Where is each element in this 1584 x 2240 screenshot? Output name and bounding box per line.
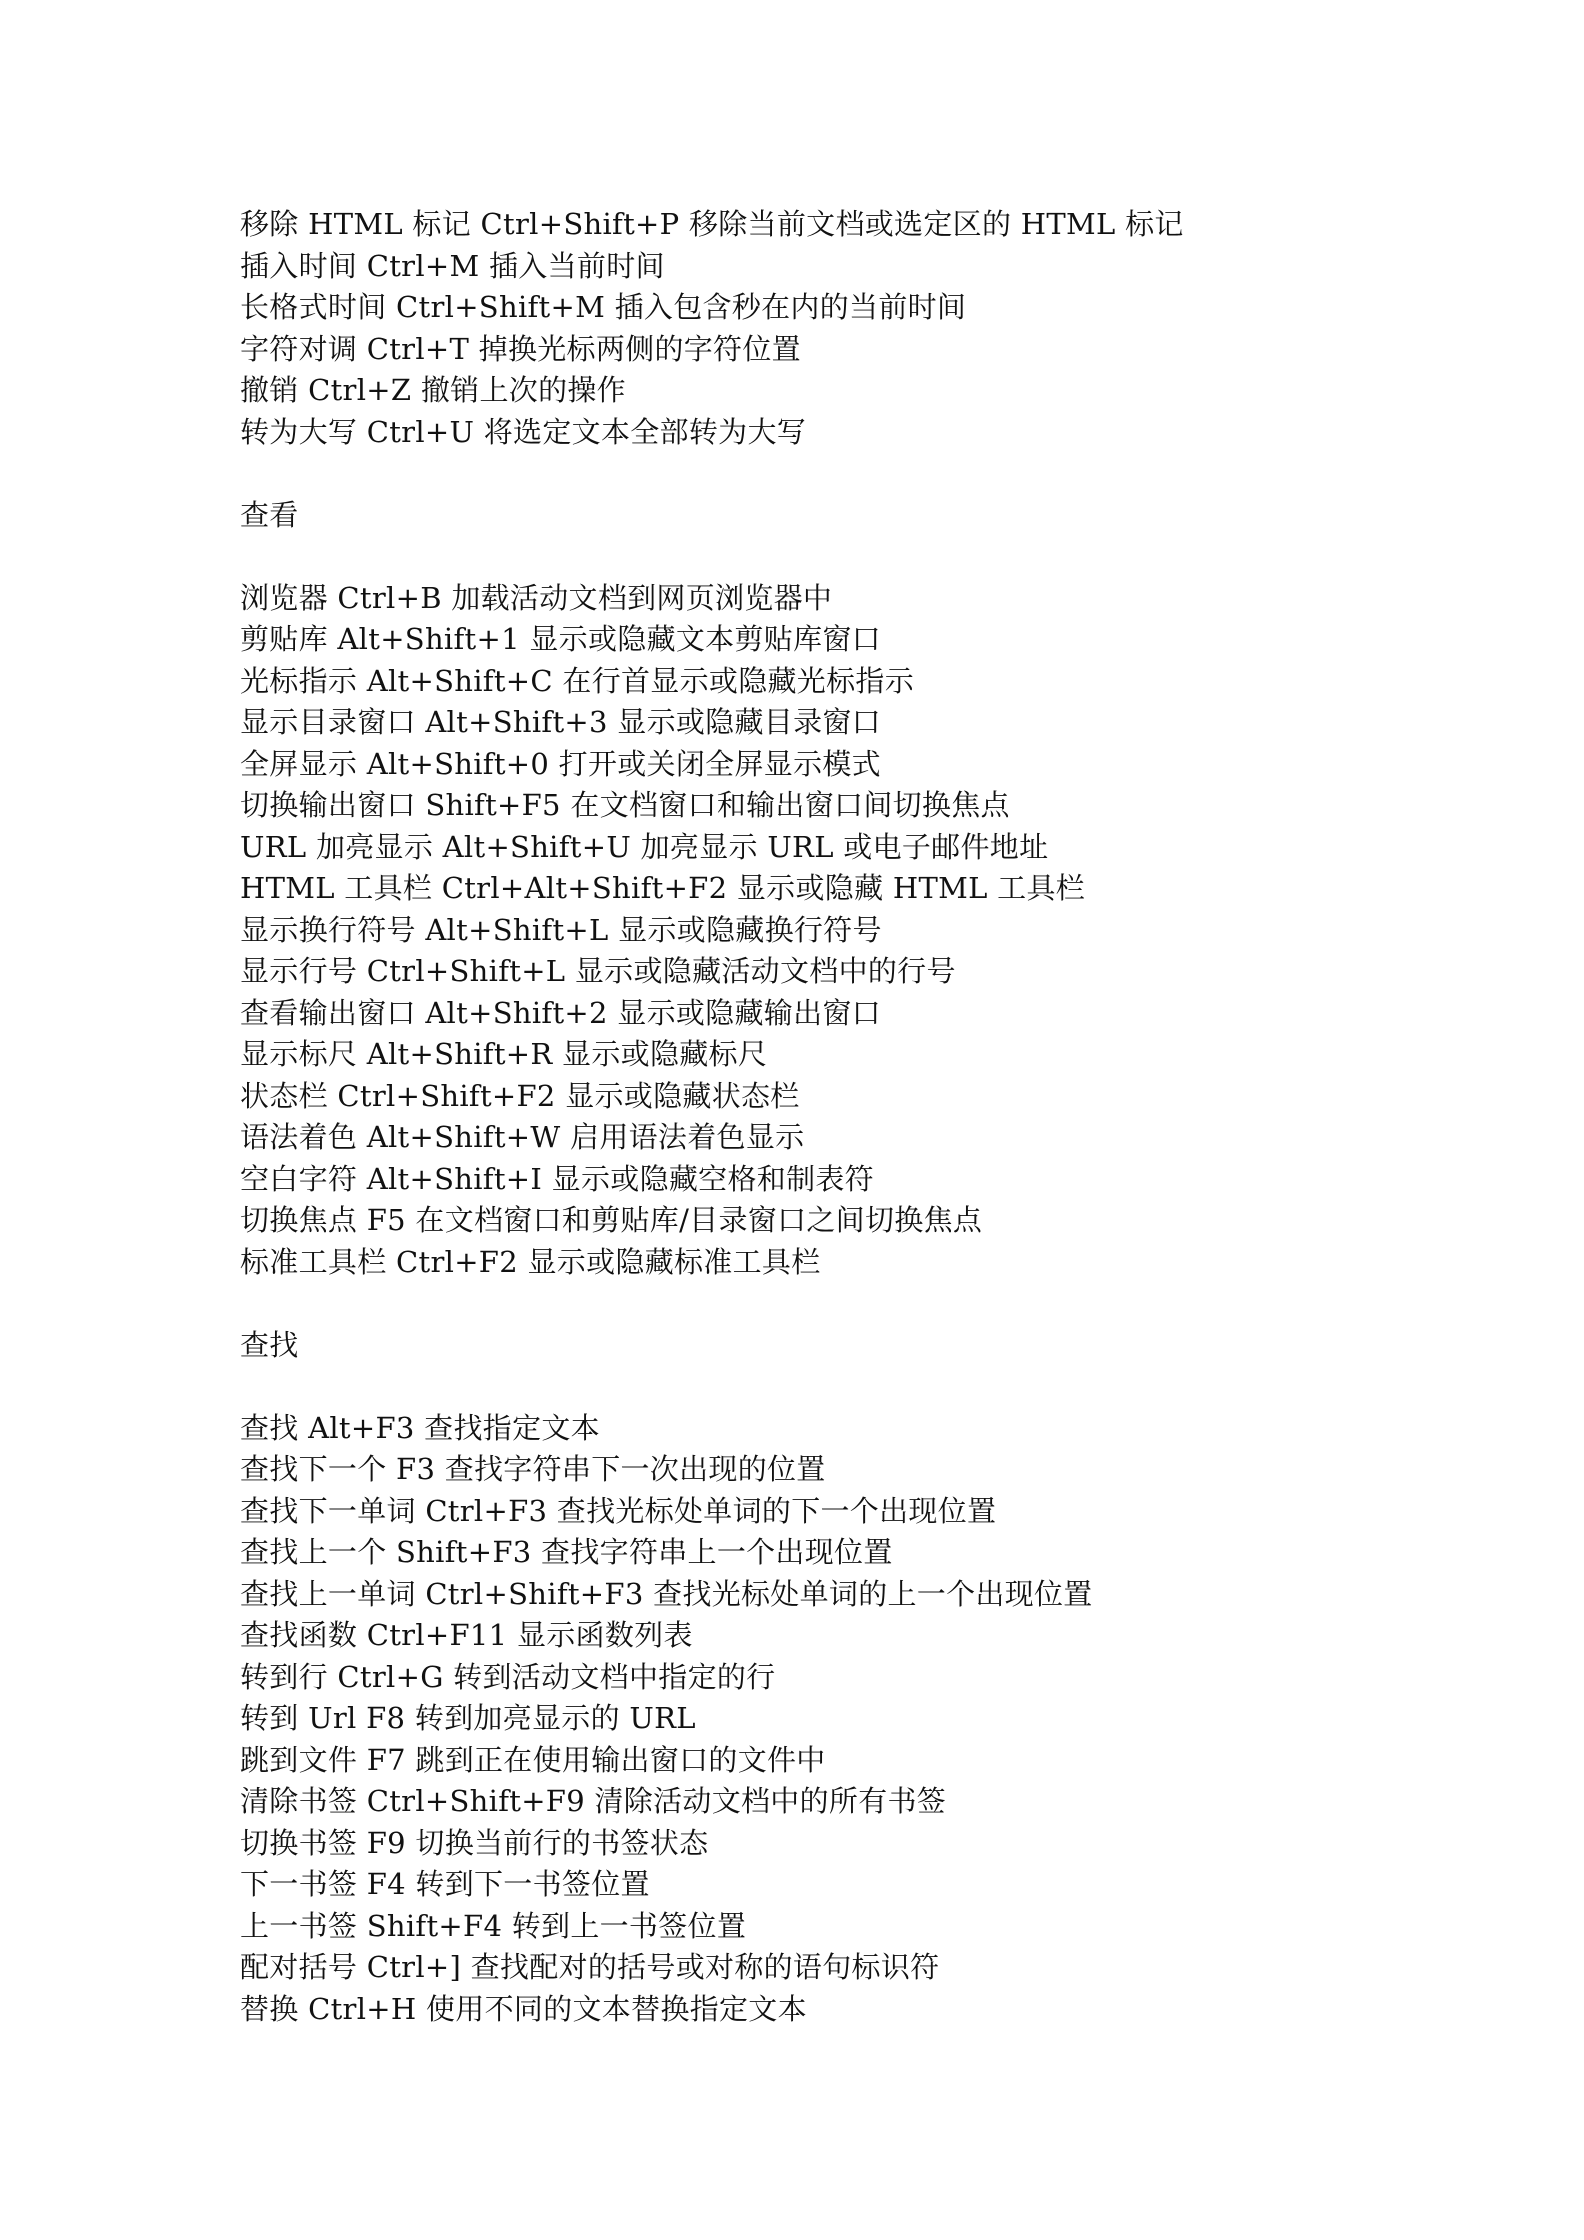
section-gap bbox=[240, 1283, 1440, 1325]
shortcut-line: 替换 Ctrl+H 使用不同的文本替换指定文本 bbox=[240, 1991, 807, 2026]
shortcut-line: 转到行 Ctrl+G 转到活动文档中指定的行 bbox=[240, 1659, 776, 1694]
shortcut-line: HTML 工具栏 Ctrl+Alt+Shift+F2 显示或隐藏 HTML 工具栏 bbox=[240, 871, 1086, 905]
shortcut-line: 撤销 Ctrl+Z 撤销上次的操作 bbox=[240, 373, 626, 407]
shortcut-line: 显示目录窗口 Alt+Shift+3 显示或隐藏目录窗口 bbox=[240, 705, 881, 739]
shortcut-line: 切换焦点 F5 在文档窗口和剪贴库/目录窗口之间切换焦点 bbox=[240, 1203, 983, 1237]
document-body bbox=[240, 204, 1440, 2030]
shortcut-line: 跳到文件 F7 跳到正在使用输出窗口的文件中 bbox=[240, 1742, 826, 1777]
section-gap bbox=[240, 536, 1440, 578]
section-gap bbox=[240, 453, 1440, 495]
shortcut-line: 查找下一单词 Ctrl+F3 查找光标处单词的下一个出现位置 bbox=[240, 1493, 997, 1528]
section-heading: 查看 bbox=[240, 497, 299, 532]
shortcut-line: 状态栏 Ctrl+Shift+F2 显示或隐藏状态栏 bbox=[240, 1078, 800, 1113]
shortcut-line: 显示换行符号 Alt+Shift+L 显示或隐藏换行符号 bbox=[240, 912, 882, 947]
shortcut-line: 切换输出窗口 Shift+F5 在文档窗口和输出窗口间切换焦点 bbox=[240, 788, 1010, 822]
shortcut-line: 查找下一个 F3 查找字符串下一次出现的位置 bbox=[240, 1452, 826, 1486]
shortcut-line: 显示标尺 Alt+Shift+R 显示或隐藏标尺 bbox=[240, 1037, 768, 1071]
section-heading: 查找 bbox=[240, 1327, 299, 1362]
section-gap bbox=[240, 1366, 1440, 1408]
shortcut-line: 查找上一单词 Ctrl+Shift+F3 查找光标处单词的上一个出现位置 bbox=[240, 1576, 1093, 1611]
shortcut-line: 语法着色 Alt+Shift+W 启用语法着色显示 bbox=[240, 1120, 805, 1154]
shortcut-line: 清除书签 Ctrl+Shift+F9 清除活动文档中的所有书签 bbox=[240, 1784, 947, 1818]
shortcut-line: 查看输出窗口 Alt+Shift+2 显示或隐藏输出窗口 bbox=[240, 995, 881, 1030]
shortcut-line: 下一书签 F4 转到下一书签位置 bbox=[240, 1867, 650, 1901]
shortcut-line: URL 加亮显示 Alt+Shift+U 加亮显示 URL 或电子邮件地址 bbox=[240, 829, 1049, 864]
shortcut-line: 剪贴库 Alt+Shift+1 显示或隐藏文本剪贴库窗口 bbox=[240, 622, 881, 656]
shortcut-line: 切换书签 F9 切换当前行的书签状态 bbox=[240, 1825, 709, 1860]
shortcut-line: 配对括号 Ctrl+] 查找配对的括号或对称的语句标识符 bbox=[240, 1950, 940, 1984]
shortcut-line: 空白字符 Alt+Shift+I 显示或隐藏空格和制表符 bbox=[240, 1161, 874, 1196]
shortcut-line: 移除 HTML 标记 Ctrl+Shift+P 移除当前文档或选定区的 HTML 标记 bbox=[240, 207, 1184, 241]
shortcut-line: 查找函数 Ctrl+F11 显示函数列表 bbox=[240, 1618, 693, 1652]
shortcut-line: 插入时间 Ctrl+M 插入当前时间 bbox=[240, 248, 665, 283]
shortcut-line: 转为大写 Ctrl+U 将选定文本全部转为大写 bbox=[240, 414, 807, 449]
shortcut-line: 光标指示 Alt+Shift+C 在行首显示或隐藏光标指示 bbox=[240, 663, 915, 698]
shortcut-line: 上一书签 Shift+F4 转到上一书签位置 bbox=[240, 1908, 747, 1943]
shortcut-line: 浏览器 Ctrl+B 加载活动文档到网页浏览器中 bbox=[240, 580, 833, 615]
shortcut-line: 长格式时间 Ctrl+Shift+M 插入包含秒在内的当前时间 bbox=[240, 290, 967, 324]
shortcut-line: 转到 Url F8 转到加亮显示的 URL bbox=[240, 1701, 696, 1735]
shortcut-line: 全屏显示 Alt+Shift+0 打开或关闭全屏显示模式 bbox=[240, 746, 881, 781]
shortcut-line: 字符对调 Ctrl+T 掉换光标两侧的字符位置 bbox=[240, 331, 801, 366]
shortcut-line: 标准工具栏 Ctrl+F2 显示或隐藏标准工具栏 bbox=[240, 1244, 821, 1279]
shortcut-line: 查找上一个 Shift+F3 查找字符串上一个出现位置 bbox=[240, 1535, 893, 1569]
shortcut-line: 查找 Alt+F3 查找指定文本 bbox=[240, 1410, 600, 1445]
shortcut-line: 显示行号 Ctrl+Shift+L 显示或隐藏活动文档中的行号 bbox=[240, 954, 956, 988]
